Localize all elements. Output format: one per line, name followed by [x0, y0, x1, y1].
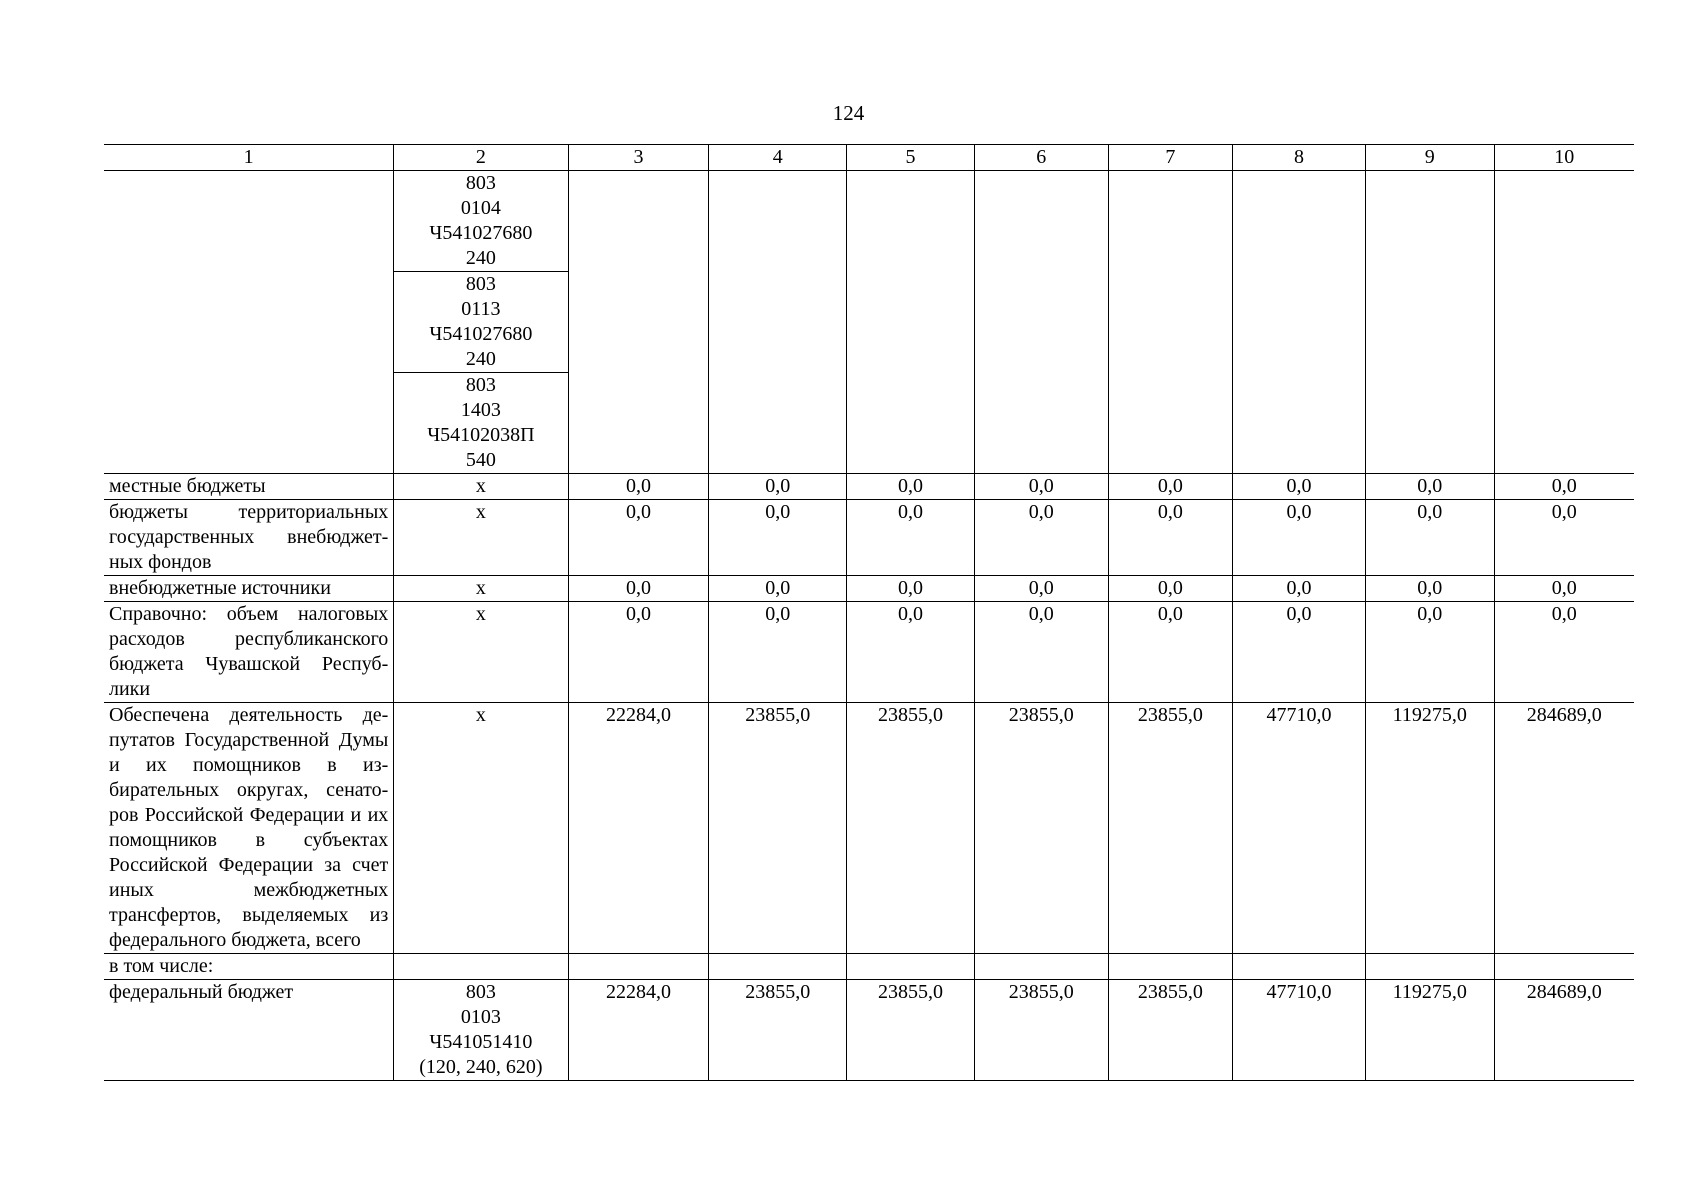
column-number: 9 [1365, 145, 1494, 171]
value-cell [1365, 954, 1494, 980]
column-number-row [104, 145, 1634, 171]
budget-code-cell: x [394, 576, 568, 602]
code-line: 240 [465, 348, 496, 370]
value-cell: 0,0 [974, 576, 1108, 602]
value-cell: 0,0 [568, 602, 709, 703]
value-cell: 0,0 [847, 602, 975, 703]
value-cell [847, 954, 975, 980]
value-cell: 0,0 [709, 576, 847, 602]
value-cell [568, 954, 709, 980]
value-cell: 23855,0 [974, 980, 1108, 1081]
column-number: 4 [709, 145, 847, 171]
code-line: 0113 [461, 298, 501, 320]
value-cell: 23855,0 [847, 980, 975, 1081]
value-cell: 0,0 [847, 576, 975, 602]
value-cell [1108, 954, 1233, 980]
code-line: 0104 [460, 197, 501, 219]
value-cell: 23855,0 [709, 980, 847, 1081]
row-label: Обеспечена деятельность де-путатов Государственной Думы и их помощников в из-бирательных округах, сенато-ров Российской Федерации и их помощников в субъектах Российской Федерации за счет иных межбюджетных трансфертов, выделяемых из федерального бюджета, всего [104, 703, 394, 954]
value-cell: 0,0 [1233, 602, 1366, 703]
code-line: Ч541027680 [429, 323, 533, 345]
value-cell: 0,0 [1494, 500, 1634, 576]
code-line: 540 [465, 449, 496, 471]
column-number: 1 [104, 145, 394, 171]
value-cell: 0,0 [1108, 474, 1233, 500]
budget-code-cell: x [394, 703, 568, 954]
table-row [104, 500, 1634, 576]
value-cell [1233, 171, 1366, 474]
row-label: федеральный бюджет [104, 980, 394, 1081]
table-row [104, 474, 1634, 500]
value-cell: 0,0 [1494, 576, 1634, 602]
value-cell: 0,0 [709, 474, 847, 500]
value-cell: 0,0 [709, 500, 847, 576]
code-line: 803 [465, 374, 496, 396]
row-label: Справочно: объем налоговых расходов республиканского бюджета Чувашской Респуб-лики [104, 602, 394, 703]
code-line: 803 [465, 273, 496, 295]
value-cell: 0,0 [974, 602, 1108, 703]
row-label: местные бюджеты [104, 474, 394, 500]
table-row [104, 980, 1634, 1081]
value-cell: 0,0 [1108, 576, 1233, 602]
value-cell: 0,0 [568, 500, 709, 576]
value-cell: 0,0 [1494, 602, 1634, 703]
table-row [104, 602, 1634, 703]
value-cell [1365, 171, 1494, 474]
code-line: Ч541027680 [429, 222, 533, 244]
value-cell: 0,0 [1233, 500, 1366, 576]
page-number: 124 [832, 101, 865, 125]
code-line: Ч541051410 [429, 1031, 533, 1053]
value-cell: 23855,0 [974, 703, 1108, 954]
budget-table [104, 144, 1634, 1081]
value-cell: 119275,0 [1365, 980, 1494, 1081]
budget-code [394, 171, 567, 271]
code-line: (120, 240, 620) [419, 1056, 543, 1078]
value-cell [974, 171, 1108, 474]
budget-codes-cell [394, 171, 568, 474]
column-number: 2 [394, 145, 568, 171]
value-cell: 119275,0 [1365, 703, 1494, 954]
row-label: внебюджетные источники [104, 576, 394, 602]
value-cell: 22284,0 [568, 980, 709, 1081]
budget-code-cell: x [394, 602, 568, 703]
row-label [104, 171, 394, 474]
value-cell: 0,0 [1233, 576, 1366, 602]
value-cell: 23855,0 [1108, 980, 1233, 1081]
value-cell [1494, 171, 1634, 474]
value-cell [847, 171, 975, 474]
value-cell: 0,0 [1365, 602, 1494, 703]
value-cell: 22284,0 [568, 703, 709, 954]
code-line: 0103 [460, 1006, 501, 1028]
table-row [104, 954, 1634, 980]
table-row [104, 703, 1634, 954]
budget-code [394, 372, 567, 473]
value-cell: 23855,0 [709, 703, 847, 954]
column-number: 10 [1494, 145, 1634, 171]
value-cell: 0,0 [1108, 602, 1233, 703]
value-cell: 0,0 [847, 500, 975, 576]
column-number: 6 [974, 145, 1108, 171]
value-cell: 23855,0 [847, 703, 975, 954]
code-line: 803 [465, 981, 496, 1003]
value-cell: 0,0 [1365, 474, 1494, 500]
value-cell: 0,0 [709, 602, 847, 703]
value-cell: 284689,0 [1494, 703, 1634, 954]
value-cell: 23855,0 [1108, 703, 1233, 954]
column-number: 5 [847, 145, 975, 171]
value-cell: 0,0 [568, 474, 709, 500]
value-cell: 0,0 [1108, 500, 1233, 576]
value-cell [974, 954, 1108, 980]
code-line: 240 [465, 247, 496, 269]
budget-code-cell [394, 954, 568, 980]
value-cell: 0,0 [974, 474, 1108, 500]
table-row [104, 576, 1634, 602]
column-number: 8 [1233, 145, 1366, 171]
row-label: в том числе: [104, 954, 394, 980]
value-cell: 0,0 [568, 576, 709, 602]
table-row [104, 171, 1634, 474]
code-line: 803 [465, 172, 496, 194]
value-cell [1494, 954, 1634, 980]
value-cell: 47710,0 [1233, 980, 1366, 1081]
value-cell [709, 171, 847, 474]
value-cell: 0,0 [1233, 474, 1366, 500]
value-cell: 0,0 [847, 474, 975, 500]
value-cell: 284689,0 [1494, 980, 1634, 1081]
value-cell: 47710,0 [1233, 703, 1366, 954]
value-cell: 0,0 [1365, 576, 1494, 602]
value-cell: 0,0 [974, 500, 1108, 576]
budget-code-cell: x [394, 474, 568, 500]
code-line: Ч54102038П [427, 424, 535, 446]
value-cell: 0,0 [1365, 500, 1494, 576]
budget-code-cell [394, 980, 568, 1081]
value-cell: 0,0 [1494, 474, 1634, 500]
column-number: 3 [568, 145, 709, 171]
code-line: 1403 [460, 399, 501, 421]
column-number: 7 [1108, 145, 1233, 171]
value-cell [568, 171, 709, 474]
value-cell [709, 954, 847, 980]
value-cell [1233, 954, 1366, 980]
budget-code [394, 271, 567, 372]
budget-code-cell: x [394, 500, 568, 576]
row-label: бюджеты территориальных государственных внебюджет-ных фондов [104, 500, 394, 576]
value-cell [1108, 171, 1233, 474]
